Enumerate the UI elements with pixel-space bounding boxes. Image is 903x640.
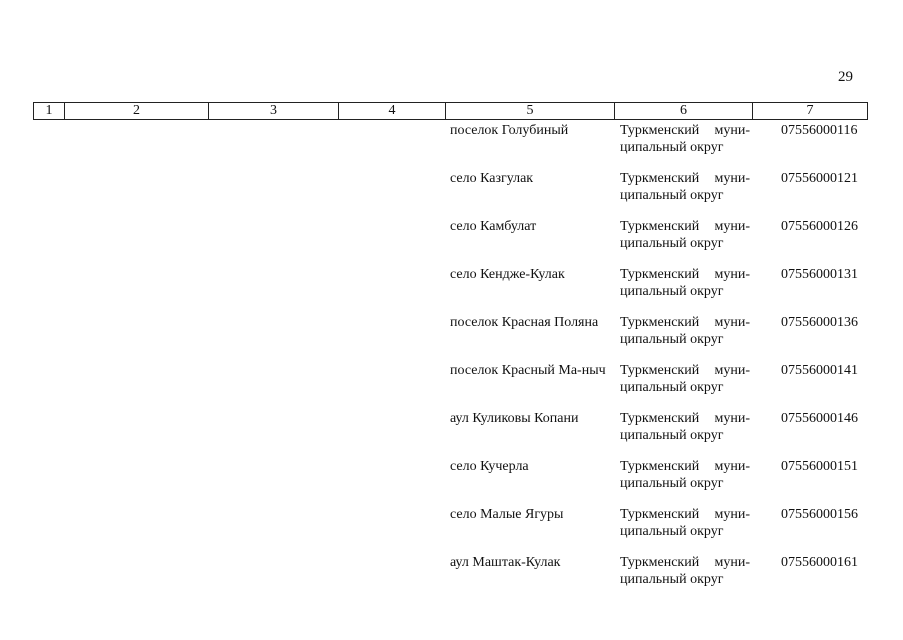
settlement-cell: село Кендже-Кулак — [450, 267, 565, 282]
code-cell: 07556000141 — [781, 363, 858, 378]
district-line-2: ципальный округ — [620, 380, 724, 395]
code-cell: 07556000161 — [781, 555, 858, 570]
district-cell — [620, 170, 750, 204]
code-cell: 07556000156 — [781, 507, 858, 522]
district-line-1: Туркменский муни- — [620, 411, 750, 426]
district-line-1: Туркменский муни- — [620, 219, 750, 234]
district-cell — [620, 314, 750, 348]
district-cell — [620, 410, 750, 444]
table-row — [0, 170, 903, 210]
settlement-cell: поселок Красная Поляна — [450, 315, 599, 330]
district-cell — [620, 122, 750, 156]
district-line-1: Туркменский муни- — [620, 459, 750, 474]
district-line-1: Туркменский муни- — [620, 267, 750, 282]
code-cell: 07556000151 — [781, 459, 858, 474]
code-cell: 07556000146 — [781, 411, 858, 426]
district-cell — [620, 554, 750, 588]
district-line-2: ципальный округ — [620, 188, 724, 203]
settlement-cell: аул Куликовы Копани — [450, 411, 579, 426]
code-cell: 07556000116 — [781, 123, 858, 138]
settlement-cell: село Казгулак — [450, 171, 534, 186]
code-cell: 07556000136 — [781, 315, 858, 330]
table-row — [0, 314, 903, 354]
district-cell — [620, 506, 750, 540]
settlement-cell: поселок Голубиный — [450, 123, 569, 138]
header-col-5: 5 — [446, 103, 615, 120]
district-line-2: ципальный округ — [620, 524, 724, 539]
settlement-cell: поселок Красный Ма-ныч — [450, 363, 606, 378]
header-col-7: 7 — [753, 103, 868, 120]
settlement-cell: аул Маштак-Кулак — [450, 555, 561, 570]
district-line-2: ципальный округ — [620, 284, 724, 299]
code-cell: 07556000131 — [781, 267, 858, 282]
district-line-1: Туркменский муни- — [620, 123, 750, 138]
district-line-1: Туркменский муни- — [620, 363, 750, 378]
table-header — [33, 102, 868, 120]
header-col-3: 3 — [209, 103, 339, 120]
table-row — [0, 122, 903, 162]
header-col-4: 4 — [339, 103, 446, 120]
code-cell: 07556000126 — [781, 219, 858, 234]
header-col-2: 2 — [65, 103, 209, 120]
page-number: 29 — [838, 69, 853, 85]
district-cell — [620, 218, 750, 252]
district-cell — [620, 458, 750, 492]
district-line-1: Туркменский муни- — [620, 507, 750, 522]
table-row — [0, 266, 903, 306]
settlement-cell: село Кучерла — [450, 459, 529, 474]
district-cell — [620, 266, 750, 300]
table-row — [0, 506, 903, 546]
table-row — [0, 410, 903, 450]
district-line-1: Туркменский муни- — [620, 171, 750, 186]
district-line-2: ципальный округ — [620, 332, 724, 347]
district-line-1: Туркменский муни- — [620, 315, 750, 330]
header-row — [34, 103, 868, 120]
district-line-2: ципальный округ — [620, 572, 724, 587]
district-line-2: ципальный округ — [620, 140, 724, 155]
table-row — [0, 458, 903, 498]
code-cell: 07556000121 — [781, 171, 858, 186]
settlement-cell: село Малые Ягуры — [450, 507, 564, 522]
district-line-1: Туркменский муни- — [620, 555, 750, 570]
settlement-cell: село Камбулат — [450, 219, 537, 234]
header-col-1: 1 — [34, 103, 65, 120]
table-row — [0, 218, 903, 258]
header-col-6: 6 — [615, 103, 753, 120]
table-row — [0, 554, 903, 594]
district-cell — [620, 362, 750, 396]
district-line-2: ципальный округ — [620, 428, 724, 443]
table-row — [0, 362, 903, 402]
district-line-2: ципальный округ — [620, 476, 724, 491]
district-line-2: ципальный округ — [620, 236, 724, 251]
